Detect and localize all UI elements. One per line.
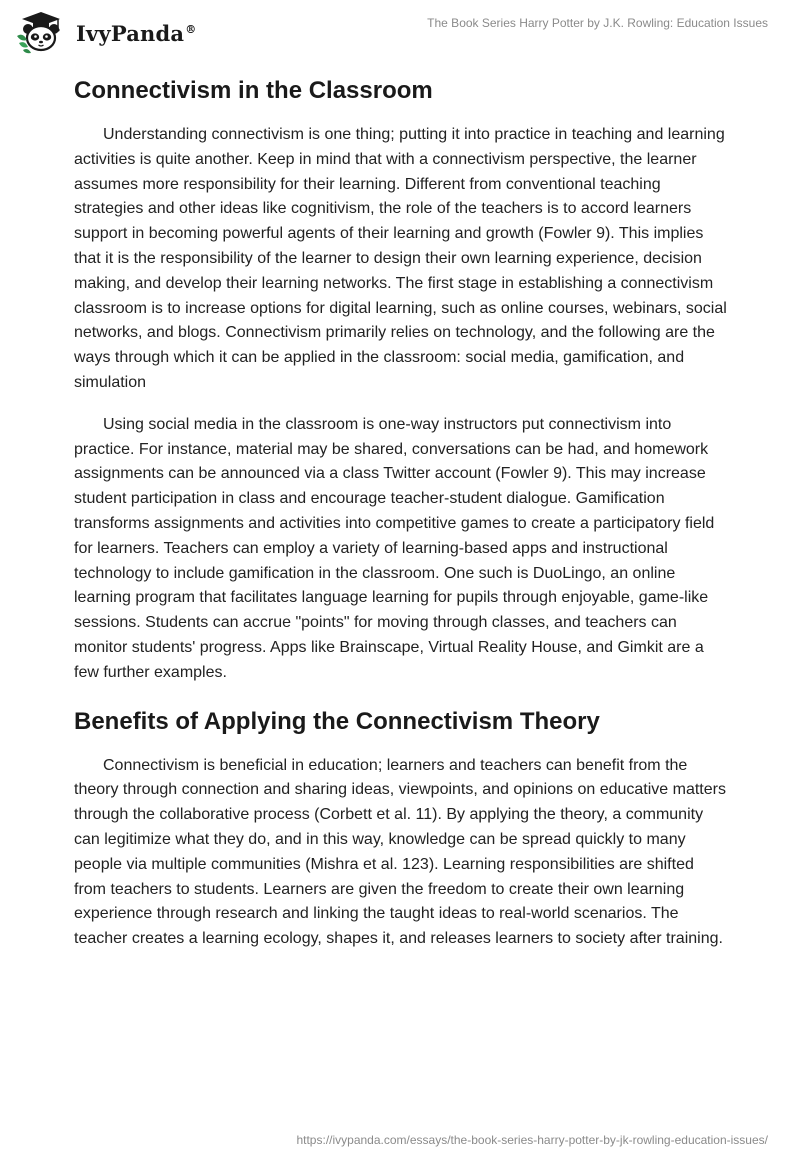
page-header <box>0 0 800 60</box>
section-heading: Connectivism in the Classroom <box>74 77 433 104</box>
panda-logo-icon <box>14 10 70 54</box>
paragraph: Understanding connectivism is one thing; putting it into practice in teaching and learning activities is quite another. Keep in mind that with a connectivism perspective, the learner assumes more responsibility for their learning. Different from conventional teaching strategies and other ideas like cognitivism, the role of the teachers is to accord learners support in becoming powerful agents of their learning and growth (Fowler 9). This implies that it is the responsibility of the learner to design their own learning experience, decision making, and develop their learning networks. The first stage in establishing a connectivism classroom is to increase options for digital learning, such as online courses, webinars, social networks, and blogs. Connectivism primarily relies on technology, and the following are the ways through which it can be applied in the classroom: social media, gamification, and simulation <box>74 126 727 391</box>
paragraph: Connectivism is beneficial in education; learners and teachers can benefit from the theory through connection and sharing ideas, viewpoints, and opinions on educative matters through the collaborative process (Corbett et al. 11). By applying the theory, a community can legitimize what they do, and in this way, knowledge can be spread quickly to many people via multiple communities (Mishra et al. 123). Learning responsibilities are shifted from teachers to students. Learners are given the freedom to create their own learning experience through research and linking the taught ideas to real-world scenarios. The teacher creates a learning ecology, shapes it, and releases learners to society after training. <box>74 756 726 948</box>
document-title: The Book Series Harry Potter by J.K. Rowling: Education Issues <box>427 16 768 30</box>
paragraph: Using social media in the classroom is one-way instructors put connectivism into practice. For instance, material may be shared, conversations can be had, and homework assignments can be announced via a class Twitter account (Fowler 9). This may increase student participation in class and encourage teacher-student dialogue. Gamification transforms assignments and activities into competitive games to create a participatory field for learners. Teachers can employ a variety of learning-based apps and instructional technology to include gamification in the classroom. One such is DuoLingo, an online learning program that facilitates language learning for pupils through enjoyable, game-like sessions. Students can accrue "points" for moving through classes, and teachers can monitor students' progress. Apps like Brainscape, Virtual Reality House, and Gimkit are a few further examples. <box>74 415 715 681</box>
source-url-link[interactable]: https://ivypanda.com/essays/the-book-series-harry-potter-by-jk-rowling-education-issues/ <box>296 1133 768 1147</box>
registered-mark: ® <box>185 22 197 36</box>
logo-name: IvyPanda <box>76 20 185 46</box>
section-heading: Benefits of Applying the Connectivism Theory <box>74 707 600 735</box>
logo-wordmark <box>76 21 196 46</box>
essay-content <box>74 70 730 969</box>
ivypanda-logo[interactable] <box>14 10 196 54</box>
